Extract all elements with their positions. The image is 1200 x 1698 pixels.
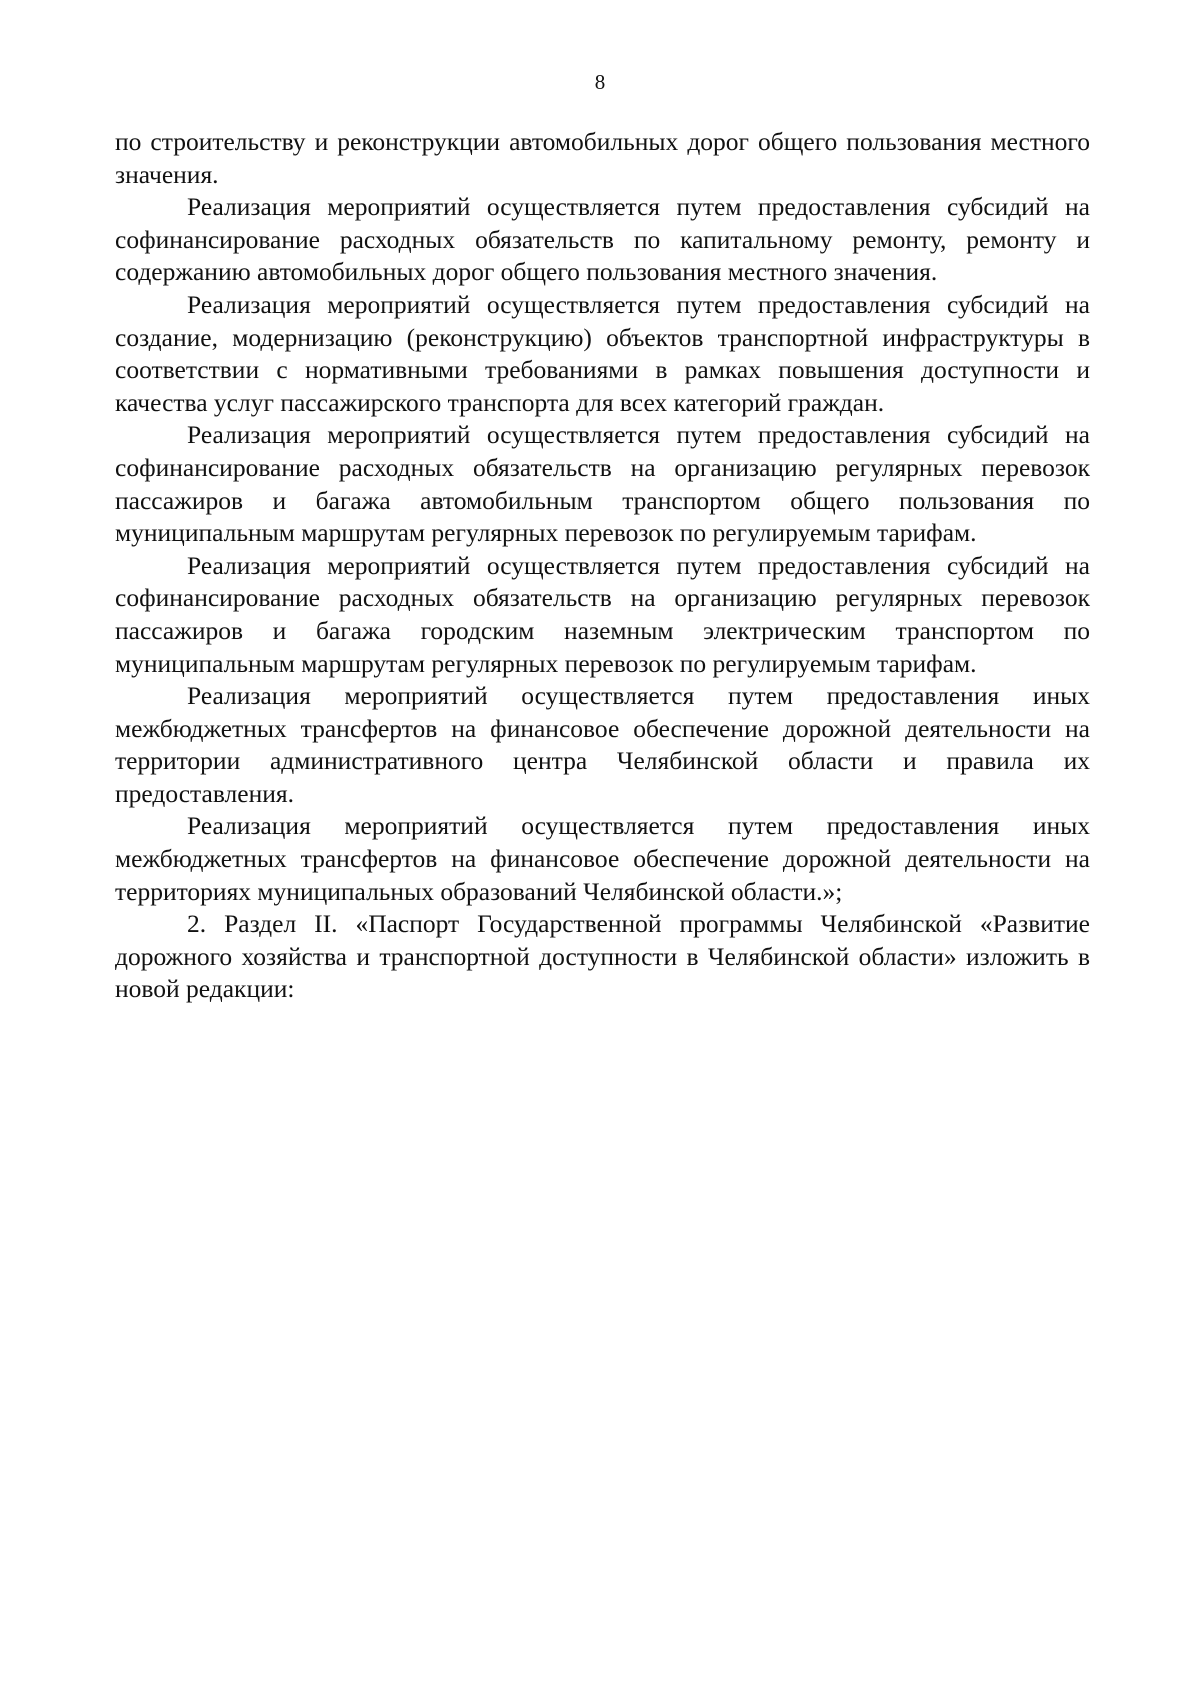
- paragraph: Реализация мероприятий осуществляется путем предоставления иных межбюджетных трансфертов на финансовое обеспечение дорожной деятельности на территории административного центра Челябинской области и правила их предоставления.: [115, 681, 1090, 808]
- paragraph: Реализация мероприятий осуществляется путем предоставления субсидий на создание, модернизацию (реконструкцию) объектов транспортной инфраструктуры в соответствии с нормативными требованиями в рамках повышения доступности и качества услуг пассажирского транспорта для всех категорий граждан.: [115, 289, 1090, 417]
- paragraph-section-amendment: 2. Раздел II. «Паспорт Государственной программы Челябинской «Развитие дорожного хозяйства и транспортной доступности в Челябинской области» изложить в новой редакции:: [115, 909, 1090, 1004]
- paragraph: Реализация мероприятий осуществляется путем предоставления субсидий на софинансирование расходных обязательств на организацию регулярных перевозок пассажиров и багажа автомобильным транспортом общего пользования по муниципальным маршрутам регулярных перевозок по регулируемым тарифам.: [115, 420, 1090, 548]
- paragraph: Реализация мероприятий осуществляется путем предоставления субсидий на софинансирование расходных обязательств по капитальному ремонту, ремонту и содержанию автомобильных дорог общего пользования местного значения.: [115, 192, 1090, 287]
- document-body: [115, 126, 1090, 1006]
- page-number: 8: [594, 70, 606, 94]
- paragraph: Реализация мероприятий осуществляется путем предоставления иных межбюджетных трансфертов на финансовое обеспечение дорожной деятельности на территориях муниципальных образований Челябинской области.»;: [115, 811, 1090, 906]
- paragraph-continuation: по строительству и реконструкции автомобильных дорог общего пользования местного значения.: [115, 127, 1090, 189]
- paragraph: Реализация мероприятий осуществляется путем предоставления субсидий на софинансирование расходных обязательств на организацию регулярных перевозок пассажиров и багажа городским наземным электрическим транспортом по муниципальным маршрутам регулярных перевозок по регулируемым тарифам.: [115, 550, 1090, 678]
